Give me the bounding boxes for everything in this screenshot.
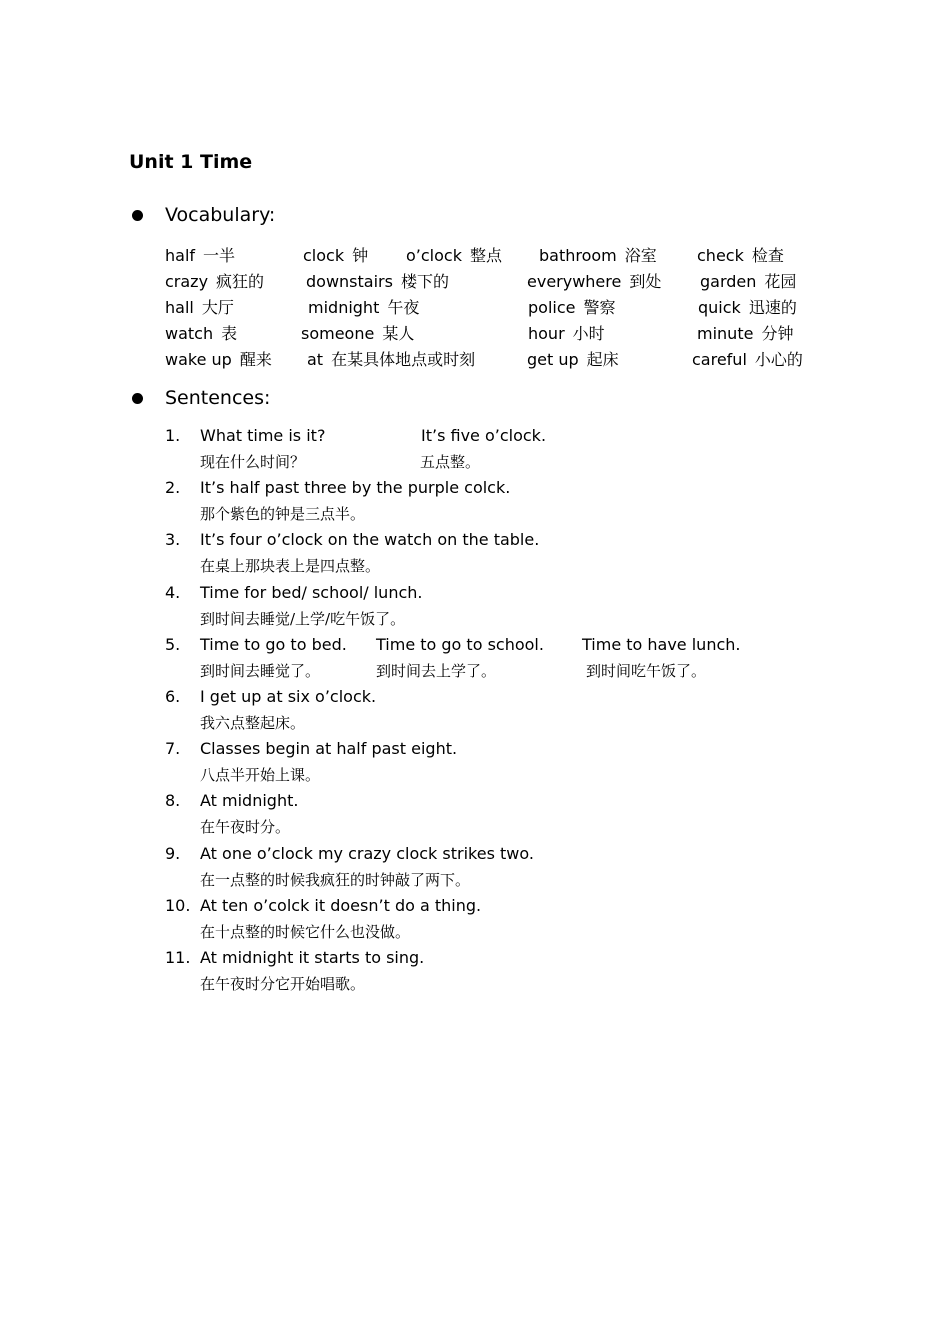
- vocab-item: [301, 321, 414, 344]
- vocab-item: [528, 321, 605, 344]
- vocab-word: half: [165, 246, 196, 265]
- vocab-translation: 钟: [352, 246, 369, 265]
- sentence-number: 5.: [165, 634, 181, 654]
- vocab-item: [528, 295, 616, 318]
- vocab-word: careful: [692, 350, 747, 369]
- sentence-chinese: 那个紫色的钟是三点半。: [200, 505, 366, 524]
- vocab-item: [303, 243, 368, 266]
- sentence-chinese: 到时间去上学了。: [376, 661, 497, 680]
- bullet-icon: [132, 210, 143, 221]
- sentence-english: At ten o’colck it doesn’t do a thing.: [200, 895, 482, 915]
- vocab-word: o’clock: [406, 246, 462, 265]
- sentence-chinese: 八点半开始上课。: [200, 766, 321, 785]
- vocab-translation: 小心的: [754, 350, 803, 369]
- vocab-translation: 到处: [629, 272, 662, 291]
- vocab-word: someone: [301, 324, 375, 343]
- vocab-item: [527, 347, 619, 370]
- sentence-number: 8.: [165, 791, 181, 811]
- vocab-translation: 浴室: [624, 246, 657, 265]
- vocab-item: [539, 243, 657, 266]
- vocab-word: downstairs: [306, 272, 393, 291]
- vocab-word: quick: [698, 298, 741, 317]
- sentences-heading: Sentences:: [165, 387, 271, 409]
- sentence-number: 7.: [165, 739, 181, 759]
- sentence-chinese: 到时间吃午饭了。: [586, 661, 707, 680]
- vocab-word: wake up: [165, 350, 232, 369]
- vocab-word: hall: [165, 298, 194, 317]
- vocab-item: [307, 347, 475, 370]
- sentence-number: 1.: [165, 426, 181, 445]
- sentence-chinese: 在一点整的时候我疯狂的时钟敲了两下。: [200, 870, 471, 889]
- sentence-english: Time for bed/ school/ lunch.: [200, 582, 423, 602]
- sentence-english: At midnight it starts to sing.: [200, 948, 425, 967]
- vocab-word: at: [307, 350, 324, 369]
- vocab-translation: 一半: [203, 246, 236, 265]
- vocab-translation: 醒来: [239, 350, 272, 369]
- sentence-chinese: 在桌上那块表上是四点整。: [200, 557, 381, 576]
- vocab-translation: 楼下的: [400, 272, 449, 291]
- vocab-translation: 警察: [583, 298, 616, 317]
- vocab-translation: 小时: [572, 324, 605, 343]
- vocab-translation: 分钟: [761, 324, 794, 343]
- vocab-word: midnight: [308, 298, 380, 317]
- sentence-english: It’s four o’clock on the watch on the table.: [200, 530, 540, 550]
- sentence-english: At midnight.: [200, 791, 299, 811]
- sentence-english: What time is it?: [200, 426, 326, 445]
- sentence-number: 4.: [165, 582, 181, 602]
- vocab-translation: 整点: [469, 246, 502, 265]
- vocab-item: [165, 347, 272, 370]
- vocab-translation: 在某具体地点或时刻: [331, 350, 476, 369]
- sentence-chinese: 在午夜时分它开始唱歌。: [200, 975, 366, 993]
- vocab-word: garden: [700, 272, 757, 291]
- vocab-word: police: [528, 298, 576, 317]
- vocab-word: crazy: [165, 272, 209, 291]
- sentence-english: Classes begin at half past eight.: [200, 739, 458, 759]
- vocab-translation: 某人: [382, 324, 415, 343]
- sentence-chinese: 在十点整的时候它什么也没做。: [200, 922, 411, 941]
- vocab-translation: 起床: [586, 350, 619, 369]
- vocab-word: clock: [303, 246, 345, 265]
- vocab-item: [308, 295, 419, 318]
- sentence-number: 3.: [165, 530, 181, 550]
- vocab-word: check: [697, 246, 744, 265]
- vocab-item: [527, 269, 661, 292]
- vocab-word: bathroom: [539, 246, 617, 265]
- vocab-item: [698, 295, 797, 318]
- vocab-item: [700, 269, 796, 292]
- vocab-translation: 疯狂的: [216, 272, 265, 291]
- sentence-english: It’s half past three by the purple colck.: [200, 478, 511, 498]
- bullet-icon: [132, 393, 143, 404]
- vocab-word: minute: [697, 324, 754, 343]
- vocab-translation: 迅速的: [748, 298, 797, 317]
- vocab-word: everywhere: [527, 272, 622, 291]
- vocab-translation: 花园: [764, 272, 797, 291]
- sentence-chinese: 现在什么时间？: [200, 453, 306, 471]
- vocab-word: hour: [528, 324, 565, 343]
- sentence-number: 10.: [165, 895, 191, 915]
- sentence-number: 6.: [165, 687, 181, 706]
- sentence-chinese: 在午夜时分。: [200, 818, 291, 837]
- sentence-english: Time to go to bed.: [200, 634, 347, 654]
- sentence-chinese: 我六点整起床。: [200, 714, 306, 732]
- sentence-english: Time to go to school.: [376, 634, 544, 654]
- vocab-item: [306, 269, 449, 292]
- vocab-word: watch: [165, 324, 214, 343]
- vocab-word: get up: [527, 350, 579, 369]
- sentence-number: 2.: [165, 478, 181, 498]
- vocab-item: [697, 321, 793, 344]
- vocab-item: [406, 243, 502, 266]
- vocabulary-heading: Vocabulary:: [165, 204, 276, 226]
- vocab-item: [692, 347, 803, 370]
- vocab-item: [165, 295, 234, 318]
- vocab-item: [165, 321, 237, 344]
- sentence-english: I get up at six o’clock.: [200, 687, 377, 706]
- vocab-item: [697, 243, 784, 266]
- sentence-chinese: 到时间去睡觉了。: [200, 661, 321, 680]
- vocab-item: [165, 243, 235, 266]
- vocab-translation: 检查: [751, 246, 784, 265]
- sentence-english: At one o’clock my crazy clock strikes two.: [200, 843, 534, 863]
- page-title: Unit 1 Time: [129, 151, 253, 173]
- sentence-chinese: 五点整。: [420, 453, 481, 471]
- sentence-english: Time to have lunch.: [582, 634, 741, 654]
- sentence-number: 9.: [165, 843, 181, 863]
- vocab-item: [165, 269, 264, 292]
- sentence-english: It’s five o’clock.: [421, 426, 547, 445]
- sentence-chinese: 到时间去睡觉/上学/吃午饭了。: [200, 609, 406, 628]
- sentence-number: 11.: [165, 948, 191, 967]
- vocab-translation: 午夜: [387, 298, 420, 317]
- vocab-translation: 大厅: [201, 298, 234, 317]
- vocab-translation: 表: [221, 324, 238, 343]
